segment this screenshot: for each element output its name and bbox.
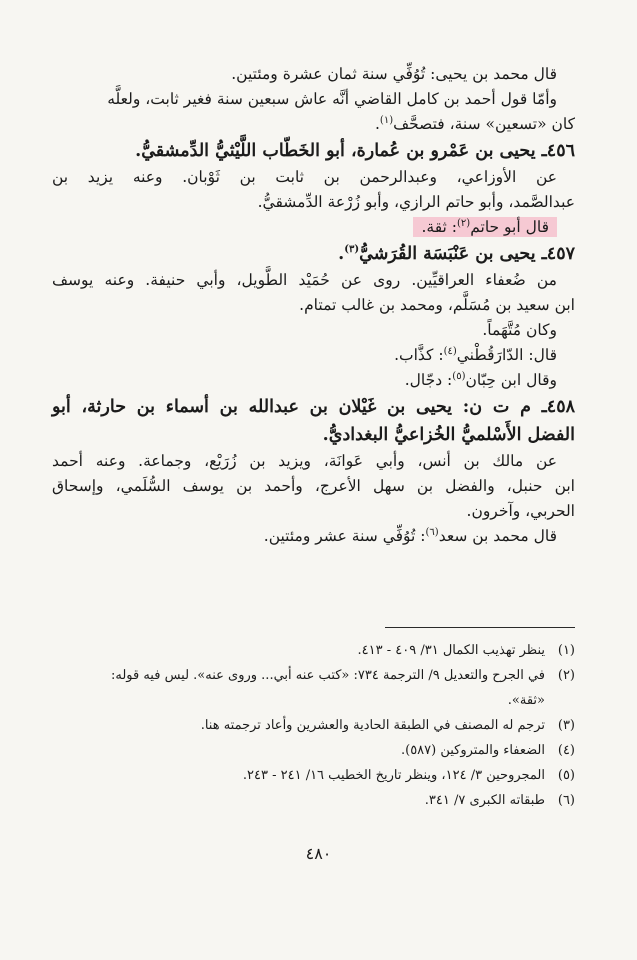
entry-heading-456: ٤٥٦ـ يحيى بن عَمْرو بن عُمارة، أبو الخَطّاب اللَّيْثيُّ الدِّمشقيُّ. [135, 141, 575, 161]
text-line: ابن حنبل، والفضل بن سهل الأعرج، وأحمد بن يوسف السُّلَمي، وإسحاق [52, 477, 575, 495]
footnote-ref: (٤) [443, 345, 457, 357]
footnote-ref: (٥) [452, 370, 466, 382]
highlight: قال أبو حاتم$^{(٢)}$: ثقة. [413, 217, 557, 237]
text-line: عن مالك بن أنس، وأبي عَوانَة، ويزيد بن زُرَيْع، وجماعة. وعنه أحمد [52, 452, 557, 470]
footnote-ref: (٢) [457, 217, 471, 229]
footnote: (٣) ترجم له المصنف في الطبقة الحادية والعشرين وأعاد ترجمته هنا. [200, 718, 575, 733]
entry-heading-457: ٤٥٧ـ يحيى بن عَنْبَسَة القُرَشيُّ$^{(٣)}$. [338, 244, 575, 264]
text-line: من ضُعفاء العراقيِّين. روى عن حُمَيْد الطَّويل، وأبي حنيفة. وعنه يوسف [52, 271, 557, 289]
entry-heading-458: ٤٥٨ـ م ت ن: يحيى بن غَيْلان بن عبدالله بن أسماء بن حارثة، أبو [52, 397, 575, 417]
text-line: قال محمد بن سعد$^{(٦)}$: تُوُفِّي سنة عشر ومئتين. [263, 526, 557, 545]
text-line: وكان مُتَّهَماً. [482, 321, 557, 339]
footnotes [52, 638, 575, 813]
footnote-continuation: «ثقة». [507, 693, 545, 708]
footnote-ref: (٦) [425, 526, 439, 538]
entry-heading-458-cont: الفضل الأَسْلميُّ الخُزاعيُّ البغداديُّ. [322, 425, 575, 445]
footnote-separator [385, 627, 575, 628]
footnote: (٢) في الجرح والتعديل ٩/ الترجمة ٧٣٤: «كتب عنه أبي... وروى عنه». ليس فيه قوله: [110, 668, 575, 683]
text-line: الحربي، وآخرون. [466, 502, 575, 520]
text-line: وقال ابن حِبّان$^{(٥)}$: دجّال. [404, 370, 557, 389]
text-line: عن الأوزاعي، وعبدالرحمن بن ثابت بن ثَوْبان. وعنه يزيد بن [52, 168, 557, 186]
highlighted-line [52, 215, 575, 240]
footnote: (٦) طبقاته الكبرى ٧/ ٣٤١. [424, 793, 575, 808]
text-line: قال: الدّارَقُطْني$^{(٤)}$: كذَّاب. [394, 345, 557, 364]
footnote: (٥) المجروحين ٣/ ١٢٤، وينظر تاريخ الخطيب ١٦/ ٢٤١ - ٢٤٣. [242, 768, 575, 783]
text-line: عبدالصَّمد، وأبو حاتم الرازي، وأبو زُرْعة الدِّمشقيُّ. [257, 193, 575, 211]
text-line: كان «تسعين» سنة، فتصحَّف$^{(١)}$. [374, 114, 575, 133]
text-line: قال محمد بن يحيى: تُوُفِّي سنة ثمان عشرة ومئتين. [231, 65, 557, 83]
page-number: ٤٨٠ [305, 844, 332, 863]
footnote-ref: (١) [379, 114, 394, 126]
footnote-ref: (٣) [344, 244, 360, 256]
text-line: ابن سعيد بن مُسَلَّم، ومحمد بن غالب تمتام. [299, 296, 575, 314]
footnote: (١) ينظر تهذيب الكمال ٣١/ ٤٠٩ - ٤١٣. [357, 643, 575, 658]
footnote: (٤) الضعفاء والمتروكين (٥٨٧). [400, 743, 575, 758]
text-line: وأمّا قول أحمد بن كامل القاضي أنَّه عاش سبعين سنة فغير ثابت، ولعلَّه [107, 90, 557, 108]
